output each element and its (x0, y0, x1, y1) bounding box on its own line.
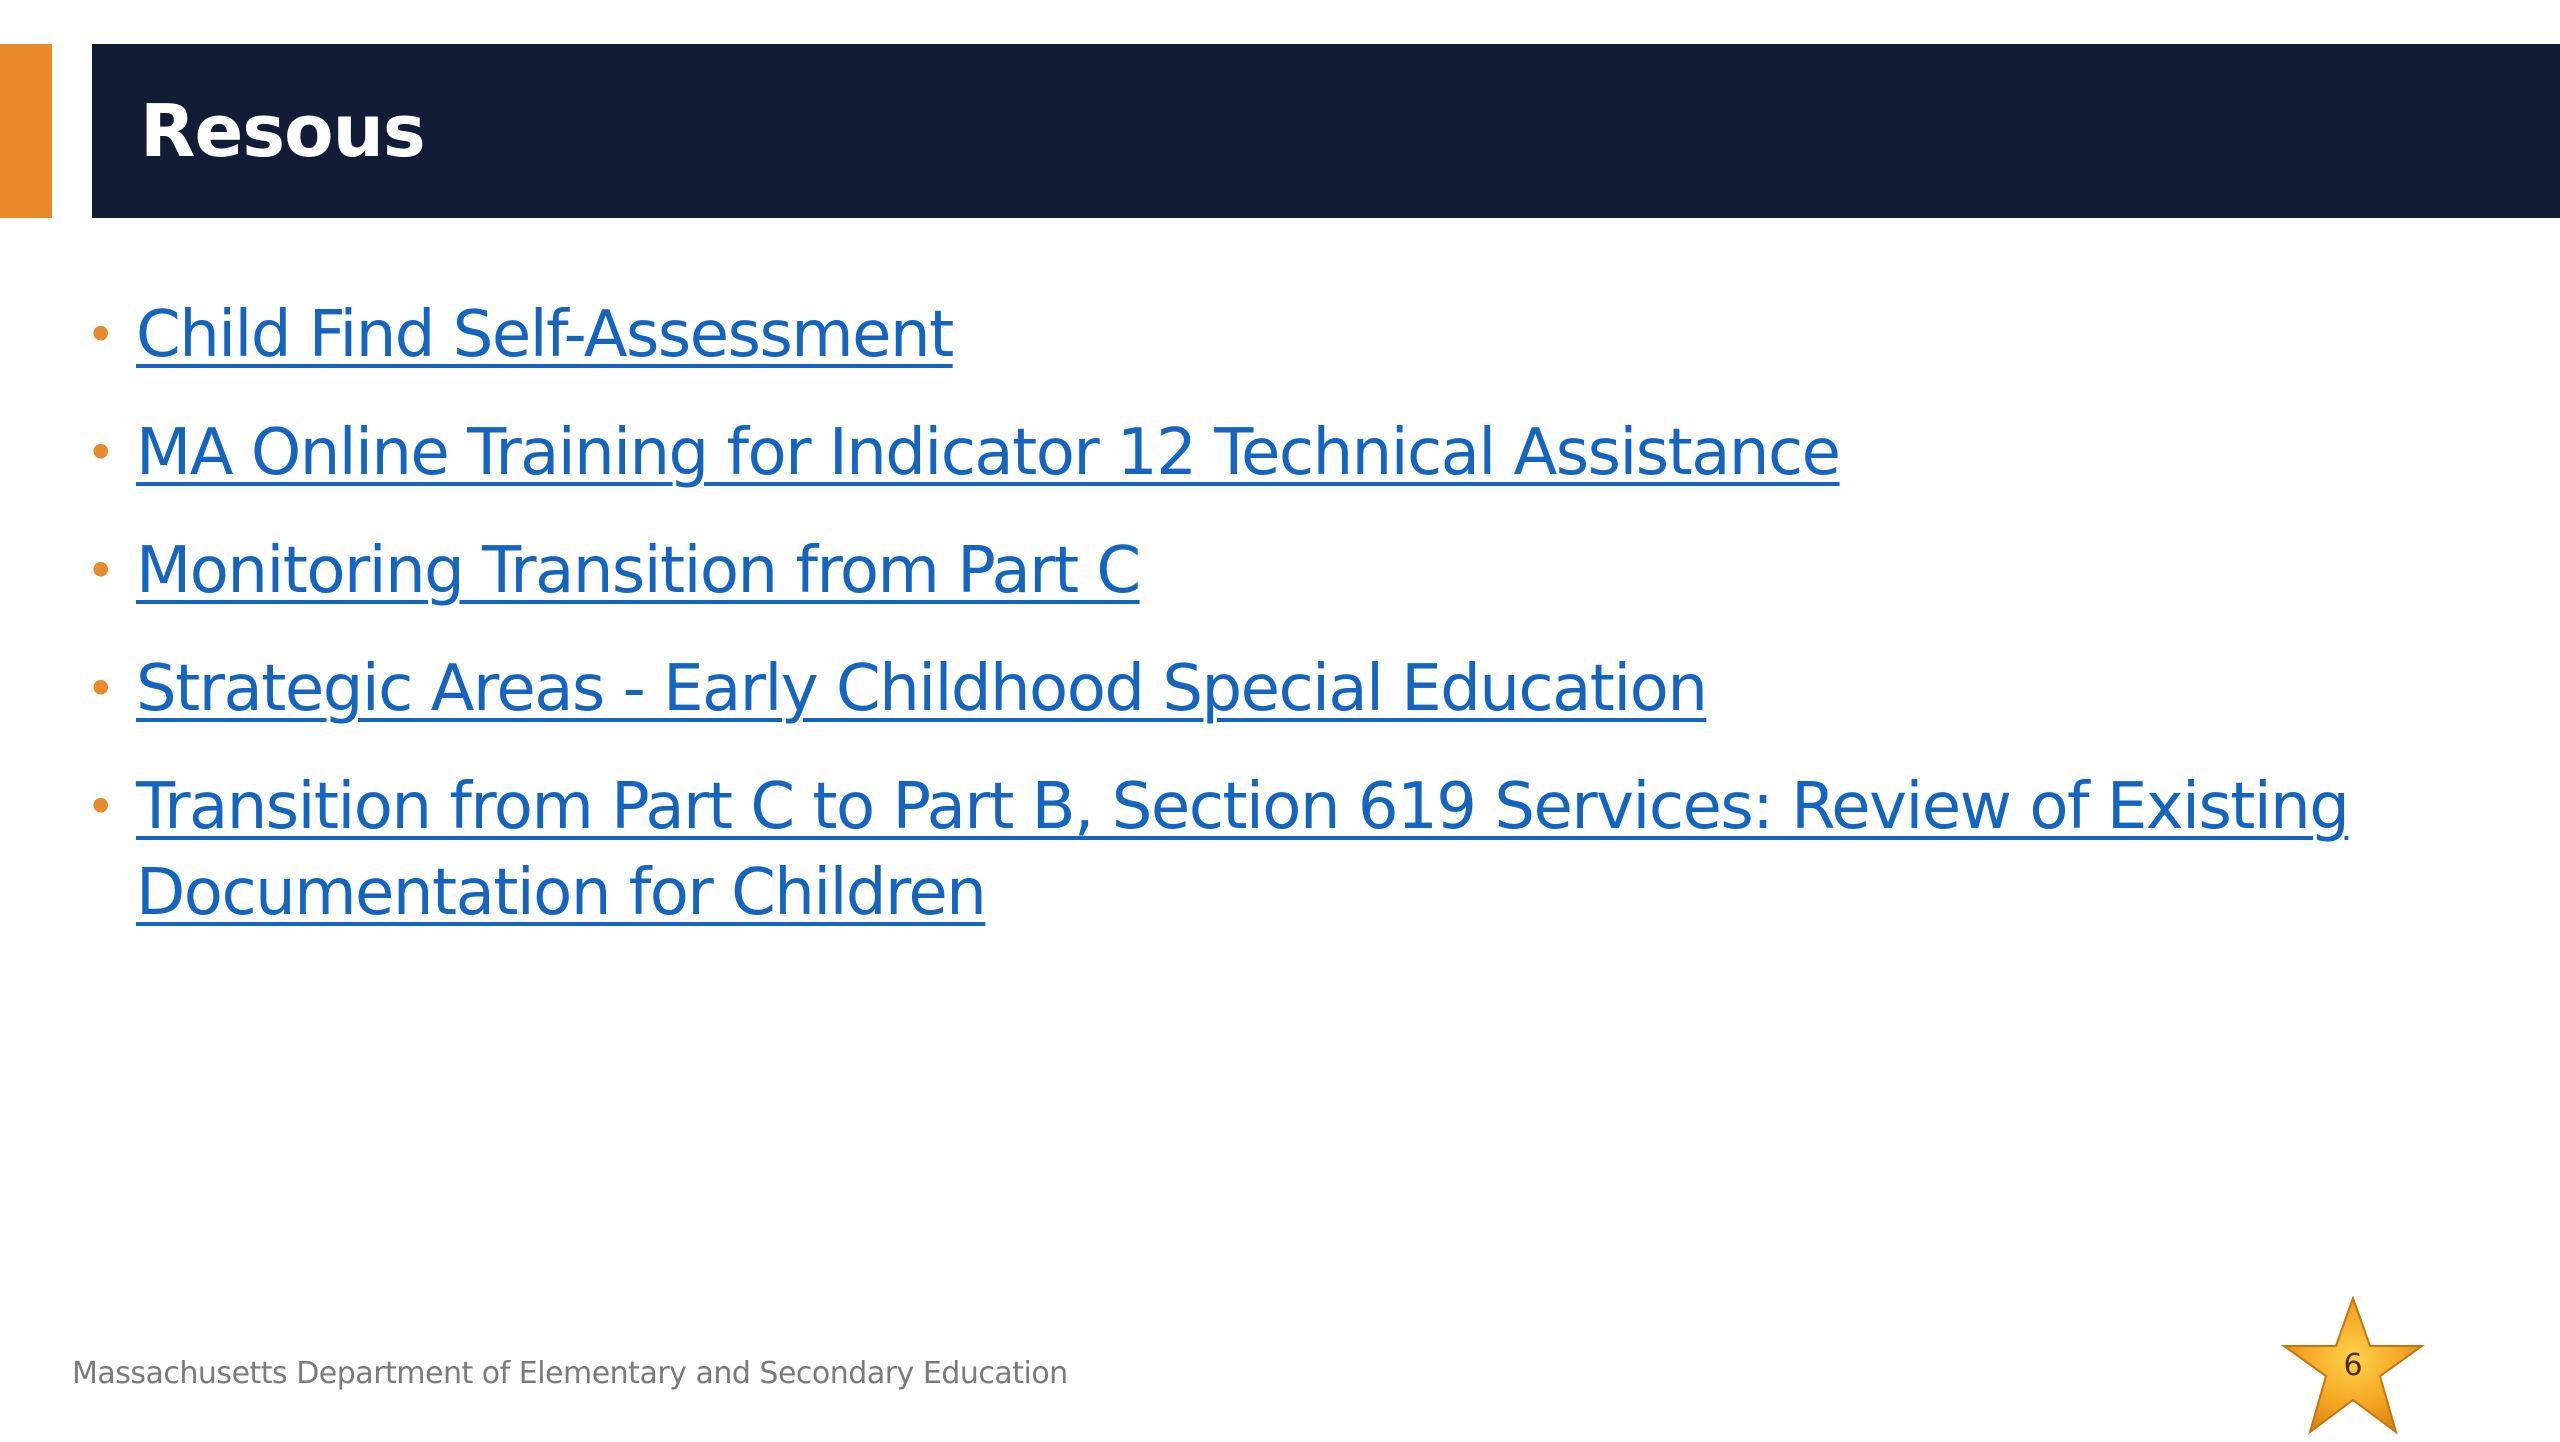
title-bar (92, 44, 2560, 218)
monitoring-transition-link[interactable]: Monitoring Transition from Part C (136, 534, 1140, 608)
list-item (80, 646, 2500, 732)
accent-bar (0, 44, 52, 218)
bullet-icon: • (86, 660, 114, 718)
bullet-icon: • (86, 778, 114, 836)
bullet-icon: • (86, 424, 114, 482)
resource-link-list (80, 292, 2500, 968)
page-number-badge (2278, 1296, 2428, 1438)
bullet-icon: • (86, 542, 114, 600)
strategic-areas-link[interactable]: Strategic Areas - Early Childhood Special Education (136, 652, 1707, 726)
bullet-icon: • (86, 306, 114, 364)
slide-title: Resous (140, 89, 425, 173)
transition-part-c-to-b-link[interactable]: Transition from Part C to Part B, Section 619 Services: Review of Existing Documentation for Children (136, 770, 2349, 930)
list-item (80, 764, 2500, 936)
list-item (80, 410, 2500, 496)
ma-online-training-link[interactable]: MA Online Training for Indicator 12 Technical Assistance (136, 416, 1840, 490)
child-find-self-assessment-link[interactable]: Child Find Self-Assessment (136, 298, 953, 372)
list-item (80, 528, 2500, 614)
footer-organization: Massachusetts Department of Elementary and Secondary Education (72, 1356, 1068, 1391)
list-item (80, 292, 2500, 378)
page-number: 6 (2343, 1348, 2363, 1383)
